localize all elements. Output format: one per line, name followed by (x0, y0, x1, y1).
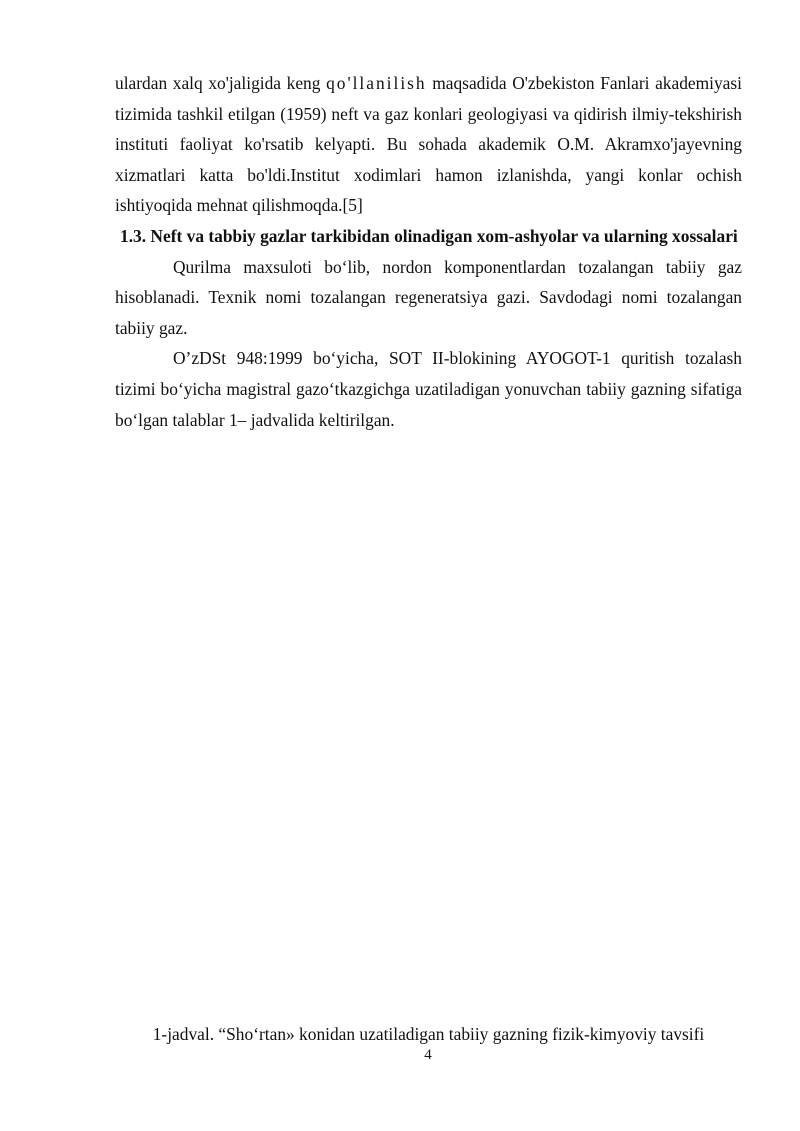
page-number: 4 (424, 1047, 432, 1063)
section-heading: 1.3. Neft va tabbiy gazlar tarkibidan olinadigan xom-ashyolar va ularning xossalari (120, 225, 738, 246)
paragraph-institute-start: ulardan xalq xo'jaligida keng (115, 73, 327, 93)
paragraph-institute (115, 68, 742, 221)
paragraph-institute-end: maqsadida O'zbekiston Fanlari akademiyasi tizimida tashkil etilgan (1959) neft va gaz konlari geologiyasi va qidirish ilmiy-tekshirish instituti faoliyat ko'rsatib kelyapti. Bu sohada akademik O.M. Akramxo'jayevning xizmatlari katta bo'ldi.Institut xodimlari hamon izlanishda, yangi konlar ochish ishtiyoqida mehnat qilishmoqda.[5] (115, 73, 742, 216)
table-caption: 1-jadval. “Sho‘rtan» konidan uzatiladigan tabiiy gazning fizik-kimyoviy tavsifi (152, 1024, 705, 1044)
paragraph-product: Qurilma maxsuloti bo‘lib, nordon komponentlardan tozalangan tabiiy gaz hisoblanadi. Texnik nomi tozalangan regeneratsiya gazi. Savdodagi nomi tozalangan tabiiy gaz. (115, 256, 742, 338)
paragraph-standard: O’zDSt 948:1999 bo‘yicha, SOT II-blokining AYOGOT-1 quritish tozalash tizimi bo‘yicha magistral gazo‘tkazgichga uzatiladigan yonuvchan tabiiy gazning sifatiga bo‘lgan talablar 1– jadvalida keltirilgan. (115, 348, 742, 430)
body-text (115, 68, 742, 435)
spaced-word: qo'llanilish (326, 73, 427, 93)
